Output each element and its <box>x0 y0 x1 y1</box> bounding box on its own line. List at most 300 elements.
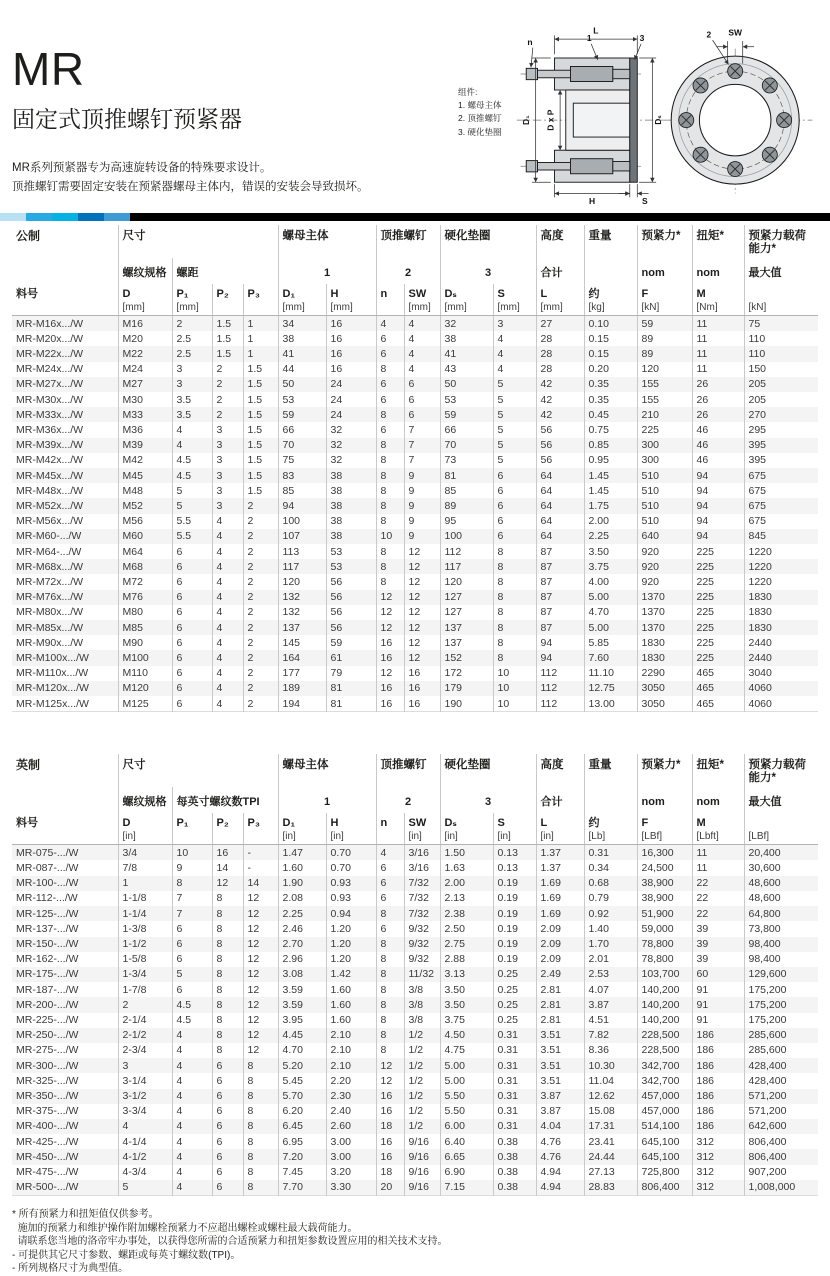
value-cell: 12 <box>404 620 440 635</box>
column-header: 1 <box>278 258 376 284</box>
value-cell: 5.00 <box>440 1058 493 1073</box>
value-cell: 285,600 <box>744 1028 818 1043</box>
table-row <box>12 1043 818 1058</box>
value-cell: 640 <box>637 529 692 544</box>
value-cell: 5.50 <box>440 1089 493 1104</box>
value-cell: 4 <box>404 316 440 332</box>
column-header: SW [mm] <box>404 284 440 316</box>
value-cell: 94 <box>536 650 584 665</box>
value-cell: 3 <box>212 468 243 483</box>
value-cell: 3.59 <box>278 997 326 1012</box>
value-cell: 87 <box>536 544 584 559</box>
value-cell: 1.69 <box>536 891 584 906</box>
value-cell: 38,900 <box>637 876 692 891</box>
value-cell: 7.70 <box>278 1180 326 1196</box>
value-cell: 41 <box>278 346 326 361</box>
value-cell: 179 <box>440 681 493 696</box>
value-cell: 38 <box>326 483 376 498</box>
table-row <box>12 1089 818 1104</box>
value-cell: 2.10 <box>326 1028 376 1043</box>
value-cell: 175,200 <box>744 1013 818 1028</box>
part-number: MR-M64-.../W <box>16 545 82 558</box>
value-cell: 12 <box>376 590 404 605</box>
legend-item: 3. 硬化垫圈 <box>458 126 502 137</box>
value-cell: 2-1/2 <box>118 1028 172 1043</box>
value-cell: 42 <box>536 377 584 392</box>
value-cell: 225 <box>692 574 744 589</box>
value-cell: 79 <box>326 666 376 681</box>
value-cell: 11 <box>692 331 744 346</box>
value-cell: 1 <box>243 316 278 332</box>
value-cell: 7/32 <box>404 906 440 921</box>
value-cell: 2 <box>212 392 243 407</box>
value-cell: 3.51 <box>536 1028 584 1043</box>
part-number: MR-425-.../W <box>16 1135 79 1148</box>
column-header: 扭矩* <box>692 754 744 787</box>
value-cell: 1.47 <box>278 845 326 861</box>
value-cell: 16 <box>212 845 243 861</box>
part-number: MR-M100x.../W <box>16 651 89 664</box>
hardened-washer <box>630 58 638 182</box>
part-number: MR-M85x.../W <box>16 621 84 634</box>
value-cell: 8 <box>493 544 536 559</box>
value-cell: 4 <box>172 1028 212 1043</box>
value-cell: 510 <box>637 498 692 513</box>
value-cell: 16 <box>376 1104 404 1119</box>
table-row <box>12 681 818 696</box>
column-header: 重量 <box>584 754 637 787</box>
value-cell: 64 <box>536 483 584 498</box>
value-cell: 12 <box>404 574 440 589</box>
value-cell: M72 <box>118 574 172 589</box>
value-cell: 16 <box>326 316 376 332</box>
value-cell: 11 <box>692 860 744 875</box>
value-cell: 8 <box>376 514 404 529</box>
value-cell: 83 <box>278 468 326 483</box>
value-cell: 120 <box>440 574 493 589</box>
column-header: 螺距 <box>172 258 278 284</box>
value-cell: 4.00 <box>584 574 637 589</box>
value-cell: 0.79 <box>584 891 637 906</box>
metric-table-container <box>12 225 818 712</box>
value-cell: 8 <box>212 1028 243 1043</box>
value-cell: 1 <box>118 876 172 891</box>
value-cell: 806,400 <box>744 1149 818 1164</box>
value-cell: 12 <box>404 559 440 574</box>
table-row <box>12 392 818 407</box>
value-cell: 0.70 <box>326 845 376 861</box>
value-cell: 300 <box>637 453 692 468</box>
column-header: 料号 <box>12 813 118 845</box>
column-header: nom <box>692 258 744 284</box>
value-cell: 24 <box>326 392 376 407</box>
value-cell: 2.25 <box>584 529 637 544</box>
value-cell: 2 <box>243 529 278 544</box>
value-cell: 0.95 <box>584 453 637 468</box>
value-cell: 1370 <box>637 605 692 620</box>
value-cell: 27.13 <box>584 1165 637 1180</box>
value-cell: 12 <box>243 891 278 906</box>
value-cell: 0.31 <box>493 1028 536 1043</box>
value-cell: 12 <box>243 967 278 982</box>
value-cell: 3 <box>172 362 212 377</box>
value-cell: 34 <box>278 316 326 332</box>
table-row <box>12 544 818 559</box>
technical-drawing-area <box>458 22 818 230</box>
value-cell: 4-3/4 <box>118 1165 172 1180</box>
value-cell: 2.60 <box>326 1119 376 1134</box>
value-cell: 24 <box>326 377 376 392</box>
part-number: MR-087-.../W <box>16 861 79 874</box>
value-cell: 73,800 <box>744 921 818 936</box>
value-cell: - <box>243 860 278 875</box>
value-cell: 300 <box>637 438 692 453</box>
value-cell: 205 <box>744 377 818 392</box>
value-cell: 137 <box>440 635 493 650</box>
value-cell: 9 <box>404 483 440 498</box>
part-label-2: 2 <box>706 29 712 40</box>
value-cell: 4 <box>212 559 243 574</box>
value-cell: 14 <box>212 860 243 875</box>
value-cell: 8 <box>243 1165 278 1180</box>
value-cell: 3/8 <box>404 997 440 1012</box>
value-cell: 7 <box>172 891 212 906</box>
value-cell: 17.31 <box>584 1119 637 1134</box>
value-cell: 2.30 <box>326 1089 376 1104</box>
value-cell: 4.5 <box>172 468 212 483</box>
value-cell: 9/16 <box>404 1134 440 1149</box>
table-row <box>12 377 818 392</box>
dim-label-D1: D₁ <box>521 115 532 125</box>
value-cell: 1 <box>243 331 278 346</box>
column-header: 预紧力* <box>637 754 692 787</box>
value-cell: 3.51 <box>536 1073 584 1088</box>
footnote-line: - 可提供其它尺寸参数、螺距或每英寸螺纹数(TPI)。 <box>12 1249 241 1261</box>
value-cell: 1.5 <box>243 407 278 422</box>
value-cell: 3 <box>212 438 243 453</box>
value-cell: 4 <box>172 1134 212 1149</box>
value-cell: 2 <box>172 316 212 332</box>
value-cell: 4.45 <box>278 1028 326 1043</box>
value-cell: 4 <box>172 1119 212 1134</box>
value-cell: 20,400 <box>744 845 818 861</box>
value-cell: 0.45 <box>584 407 637 422</box>
value-cell: 3.95 <box>278 1013 326 1028</box>
value-cell: 8 <box>212 967 243 982</box>
value-cell: 100 <box>278 514 326 529</box>
value-cell: 2440 <box>744 650 818 665</box>
value-cell: 9/32 <box>404 937 440 952</box>
value-cell: 127 <box>440 605 493 620</box>
value-cell: 2.09 <box>536 952 584 967</box>
value-cell: 12 <box>243 1043 278 1058</box>
legend-item: 2. 顶推螺钉 <box>458 113 502 124</box>
value-cell: 12 <box>376 666 404 681</box>
value-cell: 15.08 <box>584 1104 637 1119</box>
value-cell: 0.19 <box>493 891 536 906</box>
column-header: Dₛ [in] <box>440 813 493 845</box>
value-cell: 4 <box>404 362 440 377</box>
value-cell: 7/32 <box>404 891 440 906</box>
value-cell: 14 <box>243 876 278 891</box>
value-cell: 2 <box>243 635 278 650</box>
part-number: MR-M52x.../W <box>16 499 84 512</box>
value-cell: 0.25 <box>493 967 536 982</box>
value-cell: 0.38 <box>493 1180 536 1196</box>
value-cell: 6 <box>172 620 212 635</box>
table-row <box>12 921 818 936</box>
value-cell: 28 <box>536 362 584 377</box>
value-cell: 4 <box>212 605 243 620</box>
value-cell: 12 <box>243 997 278 1012</box>
part-number: MR-M76x.../W <box>16 591 84 604</box>
value-cell: 7.20 <box>278 1149 326 1164</box>
value-cell: 6 <box>493 483 536 498</box>
value-cell: 6.45 <box>278 1119 326 1134</box>
value-cell: 6 <box>212 1149 243 1164</box>
value-cell: 100 <box>440 529 493 544</box>
value-cell: 16 <box>376 1149 404 1164</box>
value-cell: 2.50 <box>440 921 493 936</box>
value-cell: 3.30 <box>326 1180 376 1196</box>
value-cell: 53 <box>326 559 376 574</box>
value-cell: 0.31 <box>493 1043 536 1058</box>
value-cell: 4 <box>212 529 243 544</box>
column-header: 料号 <box>12 284 118 316</box>
value-cell: 12 <box>243 1028 278 1043</box>
value-cell: 140,200 <box>637 982 692 997</box>
table-row <box>12 937 818 952</box>
value-cell: 312 <box>692 1134 744 1149</box>
column-header <box>584 258 637 284</box>
column-header: Dₛ [mm] <box>440 284 493 316</box>
value-cell: 3050 <box>637 681 692 696</box>
value-cell: 5.5 <box>172 514 212 529</box>
value-cell: 8 <box>243 1119 278 1134</box>
value-cell: 38 <box>326 529 376 544</box>
value-cell: 8 <box>493 620 536 635</box>
part-number: MR-137-.../W <box>16 922 79 935</box>
dim-label-SW: SW <box>728 27 743 38</box>
value-cell: 66 <box>278 422 326 437</box>
part-number: MR-075-.../W <box>16 846 79 859</box>
legend-item: 1. 螺母主体 <box>458 100 502 111</box>
value-cell: 28 <box>536 346 584 361</box>
column-header: 螺母主体 <box>278 225 376 258</box>
value-cell: 225 <box>637 422 692 437</box>
value-cell: 6 <box>172 666 212 681</box>
table-row <box>12 845 818 861</box>
value-cell: 60 <box>692 967 744 982</box>
title-block <box>12 0 458 213</box>
value-cell: 920 <box>637 559 692 574</box>
value-cell: 0.19 <box>493 937 536 952</box>
part-number: MR-M24x.../W <box>16 363 84 376</box>
value-cell: 12 <box>212 876 243 891</box>
value-cell: 23.41 <box>584 1134 637 1149</box>
column-header: P₂ <box>212 284 243 316</box>
value-cell: 2.88 <box>440 952 493 967</box>
value-cell: 64 <box>536 498 584 513</box>
value-cell: 1830 <box>744 605 818 620</box>
value-cell: 2 <box>212 377 243 392</box>
value-cell: 56 <box>536 453 584 468</box>
column-header: 螺纹规格 <box>118 787 172 813</box>
value-cell: 2440 <box>744 635 818 650</box>
value-cell: 11 <box>692 346 744 361</box>
value-cell: 225 <box>692 559 744 574</box>
imperial-table <box>12 754 818 1196</box>
value-cell: 6 <box>172 574 212 589</box>
value-cell: 2.70 <box>278 937 326 952</box>
value-cell: 514,100 <box>637 1119 692 1134</box>
value-cell: 113 <box>278 544 326 559</box>
table-row <box>12 860 818 875</box>
table-row <box>12 1149 818 1164</box>
value-cell: 8 <box>493 605 536 620</box>
column-header: n <box>376 284 404 316</box>
part-number: MR-M36x.../W <box>16 423 84 436</box>
page-subtitle: 固定式顶推螺钉预紧器 <box>12 105 242 132</box>
value-cell: 16 <box>376 696 404 712</box>
value-cell: 312 <box>692 1149 744 1164</box>
value-cell: 228,500 <box>637 1043 692 1058</box>
legend-title: 组件: <box>458 87 478 97</box>
value-cell: M90 <box>118 635 172 650</box>
value-cell: 56 <box>326 620 376 635</box>
column-header: 约 [kg] <box>584 284 637 316</box>
value-cell: 8 <box>243 1149 278 1164</box>
value-cell: 11/32 <box>404 967 440 982</box>
value-cell: 210 <box>637 407 692 422</box>
column-header: 硬化垫圈 <box>440 225 536 258</box>
value-cell: 0.35 <box>584 392 637 407</box>
table-row <box>12 1104 818 1119</box>
value-cell: 2 <box>243 559 278 574</box>
value-cell: 1.50 <box>440 845 493 861</box>
part-number: MR-175-.../W <box>16 968 79 981</box>
value-cell: 16 <box>326 331 376 346</box>
part-number: MR-400-.../W <box>16 1120 79 1133</box>
accent-bar-segment <box>26 213 52 221</box>
value-cell: 4 <box>493 331 536 346</box>
value-cell: 22 <box>692 891 744 906</box>
value-cell: 3 <box>118 1058 172 1073</box>
value-cell: 6 <box>493 498 536 513</box>
column-header: H [in] <box>326 813 376 845</box>
table-row <box>12 891 818 906</box>
value-cell: 2.81 <box>536 982 584 997</box>
dim-label-S: S <box>641 195 648 206</box>
value-cell: 6 <box>212 1058 243 1073</box>
value-cell: 1-1/4 <box>118 906 172 921</box>
value-cell: 4-1/4 <box>118 1134 172 1149</box>
value-cell: 28.83 <box>584 1180 637 1196</box>
value-cell: M125 <box>118 696 172 712</box>
value-cell: M64 <box>118 544 172 559</box>
value-cell: 1/2 <box>404 1089 440 1104</box>
value-cell: 4.5 <box>172 997 212 1012</box>
value-cell: 8 <box>493 650 536 665</box>
value-cell: 27 <box>536 316 584 332</box>
value-cell: 2-3/4 <box>118 1043 172 1058</box>
value-cell: 8 <box>243 1134 278 1149</box>
value-cell: 0.15 <box>584 346 637 361</box>
value-cell: 1.5 <box>243 453 278 468</box>
part-label-1: 1 <box>586 33 592 44</box>
value-cell: 1/2 <box>404 1058 440 1073</box>
value-cell: 6 <box>212 1073 243 1088</box>
value-cell: 8 <box>376 1013 404 1028</box>
value-cell: 1.5 <box>243 362 278 377</box>
value-cell: 16 <box>376 681 404 696</box>
value-cell: 10 <box>493 681 536 696</box>
value-cell: 120 <box>278 574 326 589</box>
value-cell: 8 <box>376 952 404 967</box>
value-cell: 2 <box>243 590 278 605</box>
column-header: 螺纹规格 <box>118 258 172 284</box>
column-header: 3 <box>440 258 536 284</box>
value-cell: 91 <box>692 1013 744 1028</box>
value-cell: 10 <box>376 529 404 544</box>
value-cell: 12 <box>243 937 278 952</box>
value-cell: 4 <box>172 1104 212 1119</box>
value-cell: 4 <box>212 666 243 681</box>
value-cell: 675 <box>744 468 818 483</box>
value-cell: 13.00 <box>584 696 637 712</box>
value-cell: 5.50 <box>440 1104 493 1119</box>
part-number: MR-M60-.../W <box>16 530 82 543</box>
value-cell: 12 <box>243 952 278 967</box>
table-row <box>12 346 818 361</box>
table-row <box>12 316 818 332</box>
value-cell: 3040 <box>744 666 818 681</box>
value-cell: 53 <box>278 392 326 407</box>
part-number: MR-500-.../W <box>16 1181 79 1194</box>
column-header: 合计 <box>536 787 584 813</box>
value-cell: 1830 <box>744 590 818 605</box>
value-cell: 571,200 <box>744 1104 818 1119</box>
value-cell: 164 <box>278 650 326 665</box>
value-cell: 3-1/2 <box>118 1089 172 1104</box>
value-cell: 87 <box>536 620 584 635</box>
value-cell: 6 <box>212 1180 243 1196</box>
value-cell: 7 <box>404 422 440 437</box>
value-cell: 66 <box>440 422 493 437</box>
dim-label-H: H <box>589 195 596 206</box>
part-number: MR-M90x.../W <box>16 636 84 649</box>
value-cell: 1/2 <box>404 1073 440 1088</box>
value-cell: 6 <box>172 635 212 650</box>
value-cell: 6 <box>212 1119 243 1134</box>
value-cell: 16 <box>404 666 440 681</box>
column-header: 高度 <box>536 225 584 258</box>
table-row <box>12 529 818 544</box>
value-cell: 64 <box>536 529 584 544</box>
value-cell: 140,200 <box>637 997 692 1012</box>
value-cell: 8 <box>212 921 243 936</box>
value-cell: 8 <box>376 453 404 468</box>
table-row <box>12 1134 818 1149</box>
column-header: 1 <box>278 787 376 813</box>
footnotes <box>12 1208 818 1276</box>
value-cell: 112 <box>536 666 584 681</box>
value-cell: 98,400 <box>744 937 818 952</box>
value-cell: 11 <box>692 316 744 332</box>
value-cell: 8 <box>376 997 404 1012</box>
value-cell: 0.75 <box>584 422 637 437</box>
value-cell: 78,800 <box>637 937 692 952</box>
